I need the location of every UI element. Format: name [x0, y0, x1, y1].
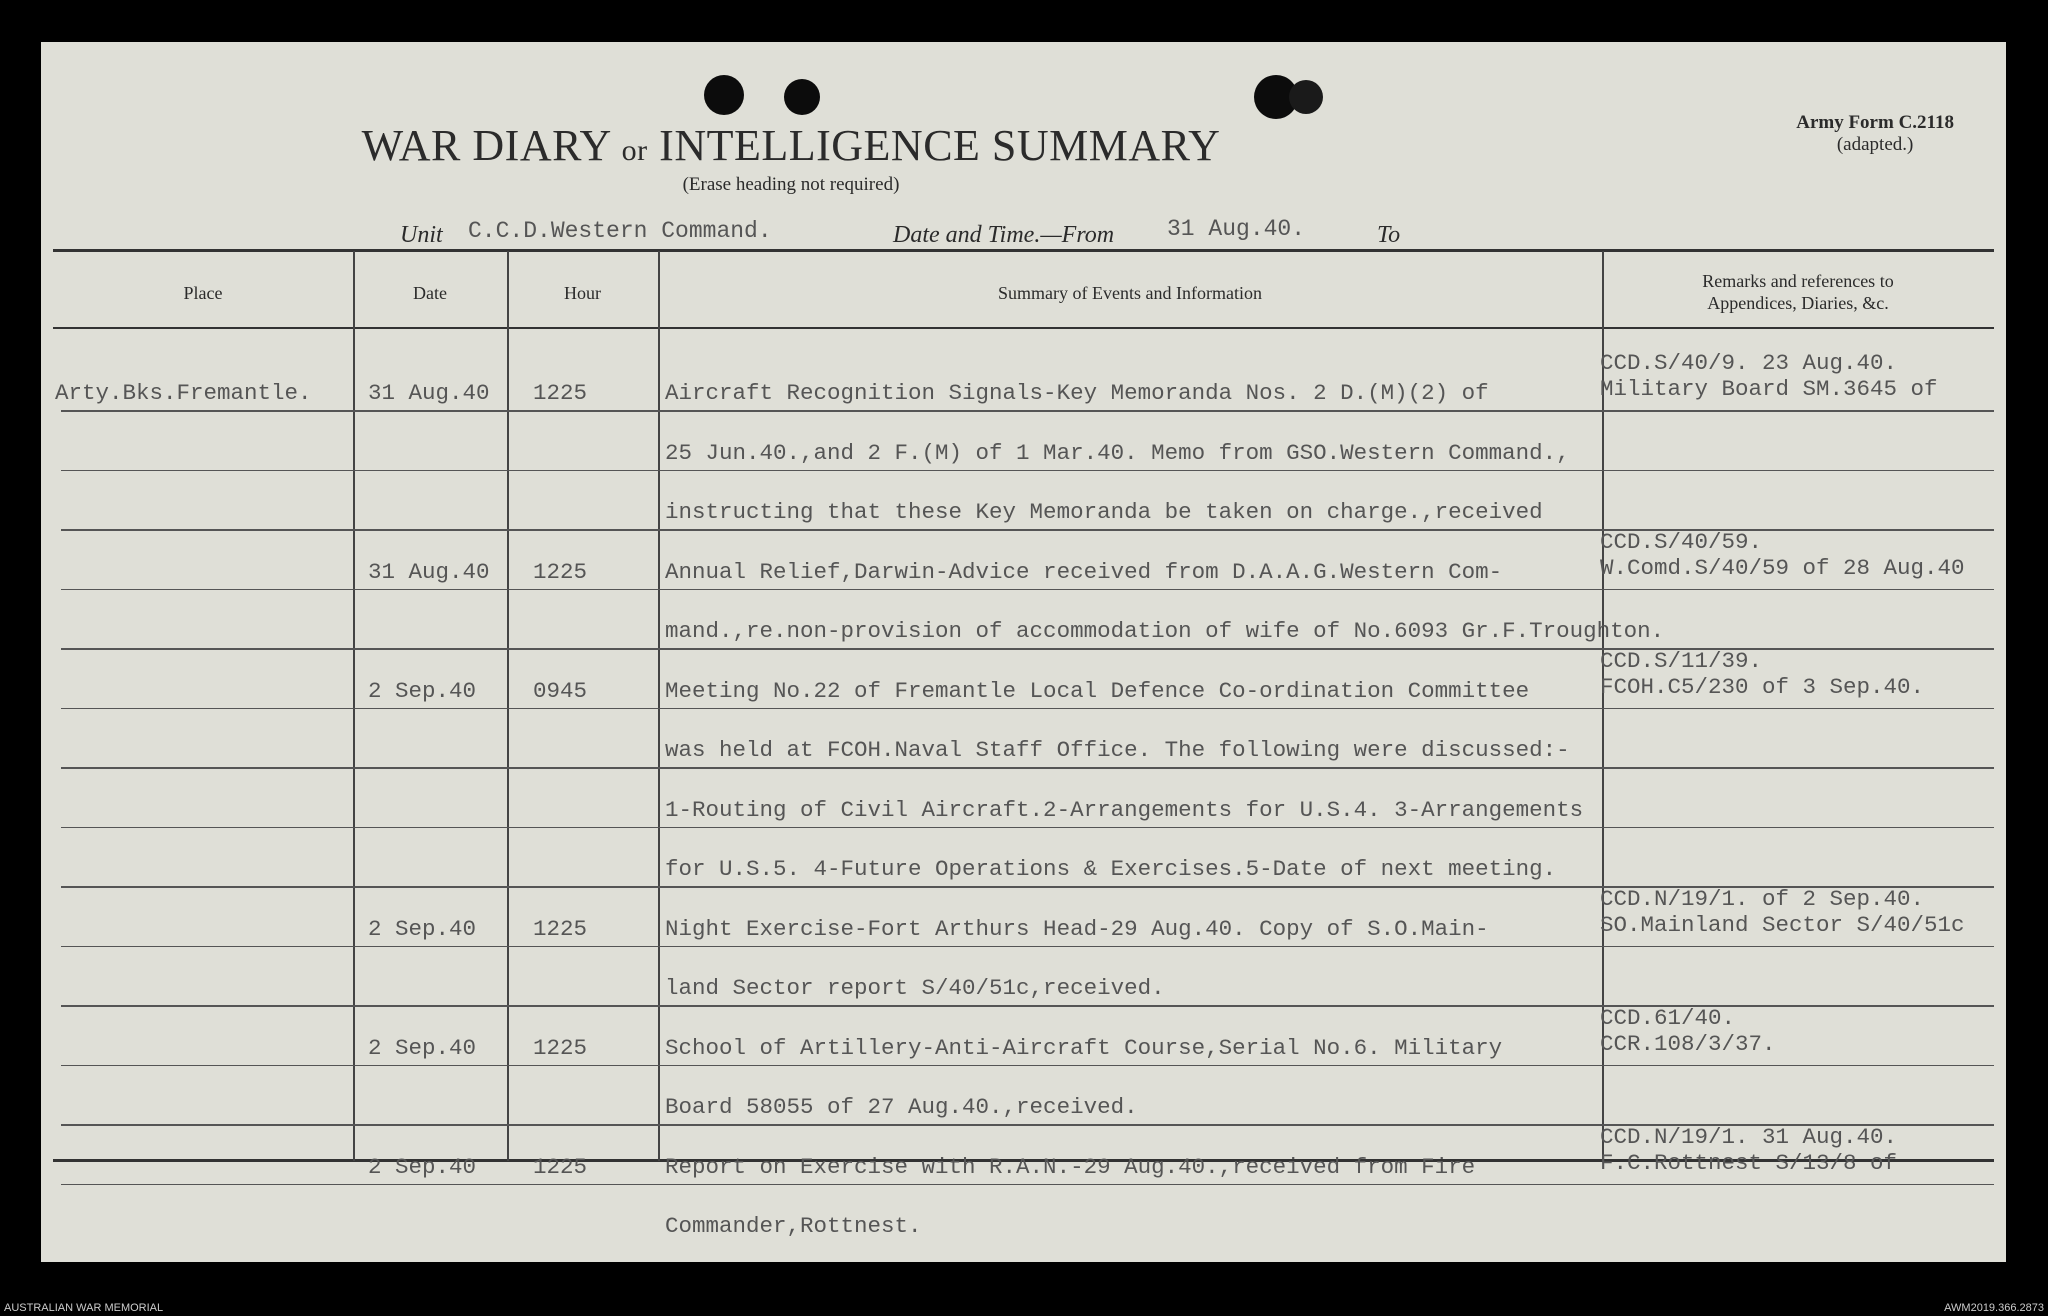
col-header-summary: Summary of Events and Information [998, 283, 1262, 303]
diary-sheet [41, 42, 2006, 1262]
unit-label: Unit [400, 222, 443, 248]
ruled-line [61, 946, 1994, 948]
date-label: Date and Time.—From [893, 222, 1115, 248]
entry-date: 31 Aug.40 [368, 380, 490, 406]
entry-summary: land Sector report S/40/51c,received. [665, 975, 1165, 1001]
col-header-remarks: Remarks and references to Appendices, Diaries, &c. [1702, 271, 1894, 313]
entry-hour: 1225 [533, 380, 588, 406]
from-value: 31 Aug.40. [1167, 216, 1306, 242]
entry-summary: Aircraft Recognition Signals-Key Memoranda Nos. 2 D.(M)(2) of [665, 380, 1489, 406]
ruled-line [61, 410, 1994, 412]
entry-remark-ref: CCD.N/19/1. 31 Aug.40. [1600, 1123, 1898, 1150]
footer-right: AWM2019.366.2873 [1944, 1302, 2044, 1314]
ruled-line [61, 767, 1994, 769]
col-divider [507, 251, 509, 1161]
header-bottom-border [53, 327, 1994, 329]
entry-remark-ref: CCD.N/19/1. of 2 Sep.40. [1600, 885, 1925, 912]
entry-remark: SO.Mainland Sector S/40/51c [1600, 911, 1965, 938]
entry-summary: Meeting No.22 of Fremantle Local Defence Co-ordination Committee [665, 677, 1530, 704]
entry-summary: Report on Exercise with R.A.N.-29 Aug.40.,received from Fire [665, 1153, 1476, 1180]
entry-date: 2 Sep.40 [368, 1153, 477, 1180]
entry-summary: instructing that these Key Memoranda be taken on charge.,received [665, 499, 1543, 525]
entry-remark-ref: CCD.S/11/39. [1600, 647, 1763, 674]
table-top-border [53, 249, 1994, 252]
page-title: WAR DIARY or INTELLIGENCE SUMMARY [361, 121, 1221, 170]
entry-hour: 1225 [533, 915, 588, 942]
entry-place: Arty.Bks.Fremantle. [55, 380, 312, 406]
punch-hole [704, 75, 744, 115]
unit-value: C.C.D.Western Command. [468, 218, 772, 244]
entry-summary: for U.S.5. 4-Future Operations & Exercises.5-Date of next meeting. [665, 856, 1557, 882]
col-divider [658, 251, 660, 1161]
entry-summary: Annual Relief,Darwin-Advice received from D.A.A.G.Western Com- [665, 558, 1503, 585]
ruled-line [61, 1184, 1994, 1186]
entry-date: 2 Sep.40 [368, 677, 477, 704]
entry-date: 2 Sep.40 [368, 915, 477, 942]
to-label: To [1377, 222, 1401, 248]
ruled-line [61, 470, 1994, 472]
footer-left: AUSTRALIAN WAR MEMORIAL [4, 1302, 164, 1314]
col-divider [353, 251, 355, 1161]
entry-summary: mand.,re.non-provision of accommodation of wife of No.6093 Gr.F.Troughton. [665, 618, 1665, 644]
entry-remark-ref: CCD.61/40. [1600, 1004, 1736, 1031]
entry-summary: Commander,Rottnest. [665, 1213, 922, 1239]
entry-remark-ref: CCD.S/40/59. [1600, 528, 1763, 555]
form-number: Army Form C.2118 (adapted.) [1796, 112, 1954, 155]
ruled-line [61, 1065, 1994, 1067]
entry-date: 2 Sep.40 [368, 1034, 477, 1061]
entry-remark-ref: CCD.S/40/9. 23 Aug.40. [1600, 350, 1898, 376]
ruled-line [61, 589, 1994, 591]
entry-hour: 1225 [533, 1034, 588, 1061]
entry-summary: School of Artillery-Anti-Aircraft Course,Serial No.6. Military [665, 1034, 1503, 1061]
ruled-line [61, 827, 1994, 829]
col-header-hour: Hour [564, 283, 601, 303]
entry-date: 31 Aug.40 [368, 558, 490, 585]
entry-hour: 0945 [533, 677, 588, 704]
entry-summary: 25 Jun.40.,and 2 F.(M) of 1 Mar.40. Memo from GSO.Western Command., [665, 439, 1570, 466]
entry-summary: was held at FCOH.Naval Staff Office. The following were discussed:- [665, 737, 1570, 763]
punch-hole [784, 79, 820, 115]
punch-hole [1289, 80, 1323, 114]
ruled-line [61, 708, 1994, 710]
col-header-date: Date [413, 283, 447, 303]
entry-remark: Military Board SM.3645 of [1600, 376, 1938, 402]
entry-remark: CCR.108/3/37. [1600, 1030, 1776, 1057]
entry-hour: 1225 [533, 1153, 588, 1180]
entry-remark: W.Comd.S/40/59 of 28 Aug.40 [1600, 554, 1965, 581]
entry-hour: 1225 [533, 558, 588, 585]
col-header-place: Place [183, 283, 223, 303]
erase-note: (Erase heading not required) [682, 174, 900, 195]
entry-summary: Night Exercise-Fort Arthurs Head-29 Aug.40. Copy of S.O.Main- [665, 915, 1489, 942]
entry-summary: Board 58055 of 27 Aug.40.,received. [665, 1094, 1138, 1120]
entry-summary: 1-Routing of Civil Aircraft.2-Arrangements for U.S.4. 3-Arrangements [665, 796, 1584, 823]
entry-remark: F.C.Rottnest S/13/8 of [1600, 1149, 1898, 1176]
entry-remark: FCOH.C5/230 of 3 Sep.40. [1600, 673, 1925, 700]
